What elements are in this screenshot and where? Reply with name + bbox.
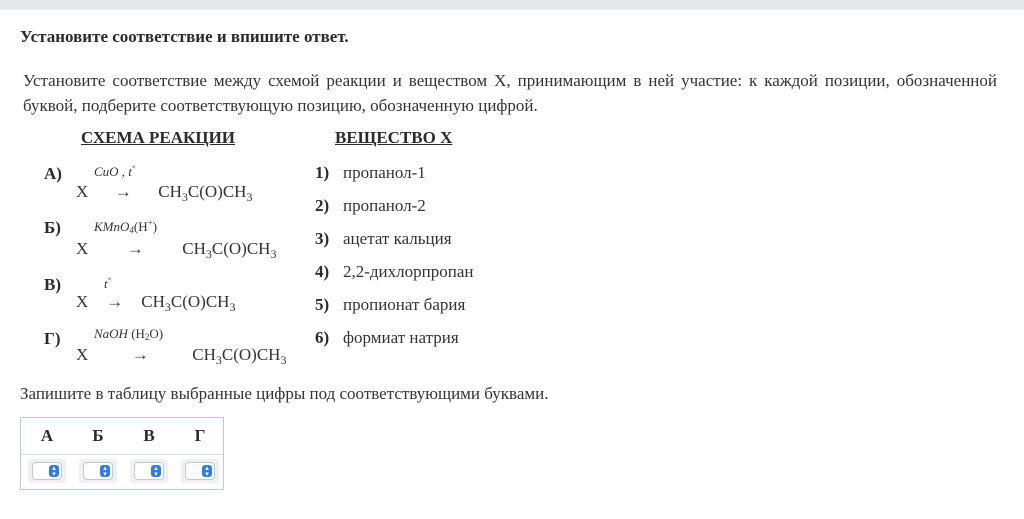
- option-3: 3) ацетат кальция: [315, 229, 452, 248]
- answer-header-b: Б: [92, 426, 104, 445]
- select-arrows-icon: ▴ ▾: [202, 465, 212, 477]
- top-bar: [0, 0, 1024, 10]
- task-heading: Установите соответствие и впишите ответ.: [20, 27, 349, 46]
- reaction-letter-v: В): [44, 275, 61, 294]
- select-arrows-icon: ▴ ▾: [151, 465, 161, 477]
- answer-select-a[interactable]: [28, 459, 66, 483]
- option-1: 1) пропанол-1: [315, 163, 426, 182]
- product: $CH_3C(O)CH_3$: [141, 292, 236, 314]
- reaction-letter-g: Г): [44, 329, 61, 348]
- product: $CH_3C(O)CH_3$: [182, 239, 277, 261]
- option-2: 2) пропанол-2: [315, 196, 426, 215]
- reaction-scheme-a: [76, 182, 252, 202]
- reaction-scheme-v: [76, 292, 235, 312]
- answer-header-v: В: [143, 426, 155, 445]
- answer-table: [20, 417, 224, 490]
- reactant-x: X: [76, 182, 89, 201]
- column-header-reaction: СХЕМА РЕАКЦИИ: [81, 128, 236, 147]
- option-5: 5) пропионат бария: [315, 295, 466, 314]
- answer-select-v[interactable]: [130, 459, 168, 483]
- reaction-letter-a: А): [44, 164, 62, 183]
- answer-header-a: А: [40, 426, 54, 445]
- reagent-v: t°: [104, 276, 111, 291]
- answer-instruction: Запишите в таблицу выбранные цифры под соответствующими буквами.: [20, 384, 549, 403]
- product: $CH_3C(O)CH_3$: [192, 345, 287, 367]
- reagent-b: KMnO$_4$(H+): [94, 218, 158, 236]
- table-divider: [21, 454, 223, 455]
- reaction-scheme-b: [76, 239, 276, 259]
- column-header-substance: ВЕЩЕСТВО X: [335, 128, 453, 147]
- reactant-x: X: [76, 345, 89, 364]
- arrow-icon: →: [114, 182, 132, 201]
- reagent-g: NaOH $(H_2O)$: [94, 326, 164, 342]
- select-arrows-icon: ▴ ▾: [49, 465, 59, 477]
- reactant-x: X: [76, 292, 89, 311]
- answer-select-g[interactable]: [181, 459, 219, 483]
- select-arrows-icon: ▴ ▾: [100, 465, 110, 477]
- reaction-scheme-g: [76, 345, 286, 365]
- reagent-a: CuO , t°: [94, 164, 136, 179]
- answer-select-b[interactable]: [79, 459, 117, 483]
- arrow-icon: →: [126, 239, 144, 258]
- option-4: 4) 2,2-дихлорпропан: [315, 262, 474, 281]
- reactant-x: X: [76, 239, 89, 258]
- option-6: 6) формиат натрия: [315, 328, 459, 347]
- arrow-icon: →: [106, 292, 124, 311]
- product: $CH_3C(O)CH_3$: [158, 182, 253, 204]
- task-description: Установите соответствие между схемой реакции и веществом X, принимающим в ней участие: к каждой позиции, обозначенной буквой, подберите соответствующую позицию, обозначенную цифрой.: [23, 71, 997, 115]
- answer-header-g: Г: [194, 426, 206, 445]
- reaction-letter-b: Б): [44, 218, 61, 237]
- arrow-icon: →: [131, 345, 149, 364]
